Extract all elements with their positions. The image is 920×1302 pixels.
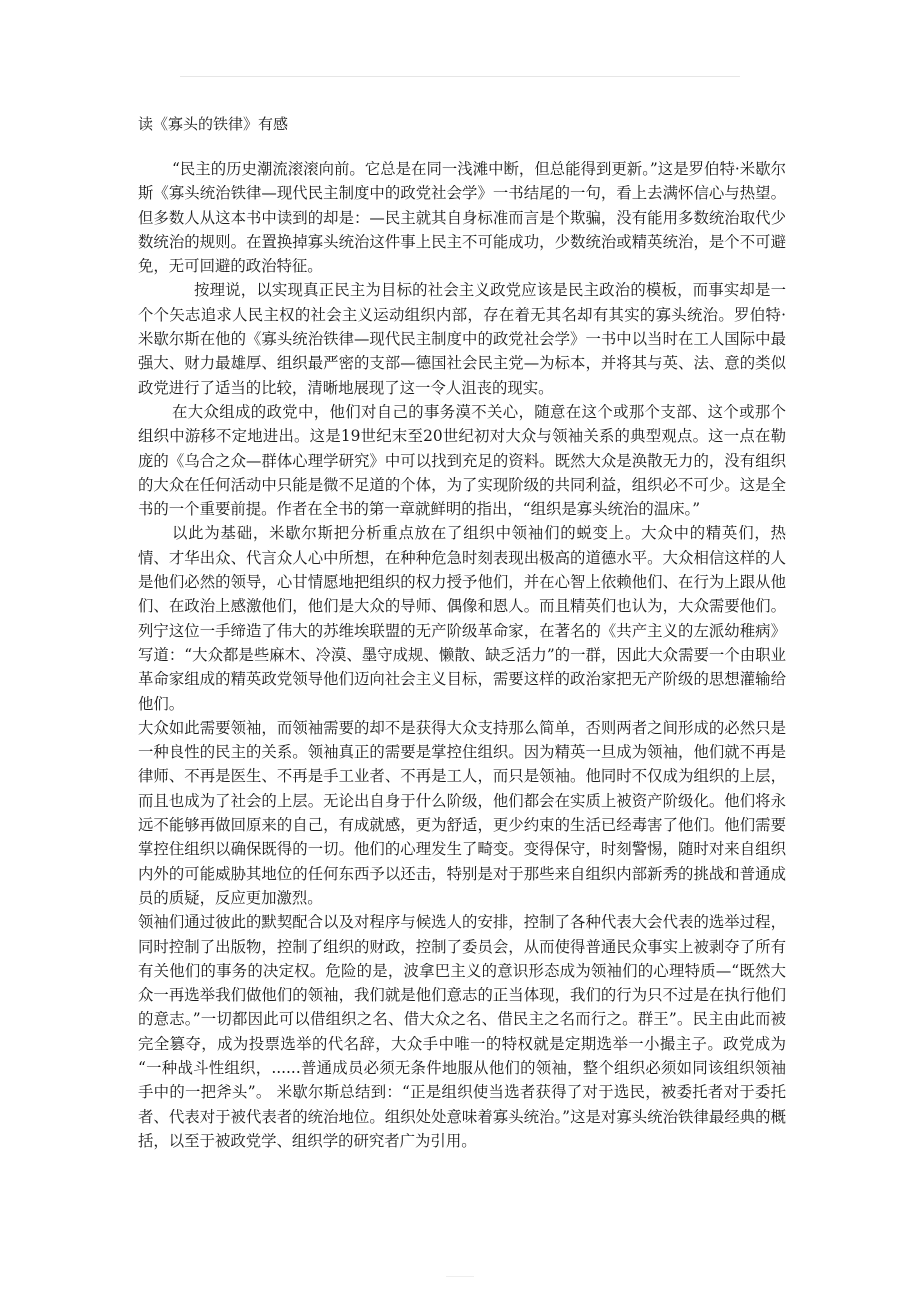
paragraph-5: 大众如此需要领袖，而领袖需要的却不是获得大众支持那么简单，否则两者之间形成的必然只是一种良性的民主的关系。领袖真正的需要是掌控住组织。因为精英一旦成为领袖，他们就不再是律师、不再是医生、不再是手工业者、不再是工人，而只是领袖。他同时不仅成为组织的上层，而且也成为了社会的上层。无论出自身于什么阶级，他们都会在实质上被资产阶级化。他们将永远不能够再做回原来的自己，有成就感，更为舒适，更少约束的生活已经毒害了他们。他们需要掌控住组织以确保既得的一切。他们的心理发生了畸变。变得保守，时刻警惕，随时对来自组织内外的可能威胁其地位的任何东西予以还击，特别是对于那些来自组织内部新秀的挑战和普通成员的质疑，反应更加激烈。 xyxy=(138,718,786,907)
footer-mark xyxy=(446,1276,474,1277)
document-title: 读《寡头的铁律》有感 xyxy=(138,115,289,133)
header-rule xyxy=(180,76,740,77)
paragraph-3: 在大众组成的政党中，他们对自己的事务漠不关心，随意在这个或那个支部、这个或那个组织中游移不定地进出。这是19世纪末至20世纪初对大众与领袖关系的典型观点。这一点在勒庞的《乌合之众—群体心理学研究》中可以找到充足的资料。既然大众是涣散无力的，没有组织的大众在任何活动中只能是微不足道的个体，为了实现阶级的共同利益，组织必不可少。这是全书的一个重要前提。作者在全书的第一章就鲜明的指出，“组织是寡头统治的温床。” xyxy=(138,402,786,519)
paragraph-6: 领袖们通过彼此的默契配合以及对程序与候选人的安排，控制了各种代表大会代表的选举过程，同时控制了出版物，控制了组织的财政，控制了委员会，从而使得普通民众事实上被剥夺了所有有关他们的事务的决定权。危险的是，波拿巴主义的意识形态成为领袖们的心理特质—“既然大众一再选举我们做他们的领袖，我们就是他们意志的正当体现，我们的行为只不过是在执行他们的意志。”一切都因此可以借组织之名、借大众之名、借民主之名而行之。群王”。民主由此而被完全篡夺，成为投票选举的代名辞，大众手中唯一的特权就是定期选举一小撮主子。政党成为 “一种战斗性组织，......普通成员必须无条件地服从他们的领袖，整个组织必须如同该组织领袖手中的一把斧头”。 米歇尔斯总结到：“正是组织使当选者获得了对于选民，被委托者对于委托者、代表对于被代表者的统治地位。组织处处意味着寡头统治。”这是对寡头统治铁律最经典的概括，以至于被政党学、组织学的研究者广为引用。 xyxy=(138,913,786,1150)
document-body xyxy=(138,157,786,1153)
paragraph-2: 按理说，以实现真正民主为目标的社会主义政党应该是民主政治的模板，而事实却是一个个矢志追求人民主权的社会主义运动组织内部，存在着无其名却有其实的寡头统治。罗伯特·米歇尔斯在他的《寡头统治铁律—现代民主制度中的政党社会学》一书中以当时在工人国际中最强大、财力最雄厚、组织最严密的支部—德国社会民主党—为标本，并将其与英、法、意的类似政党进行了适当的比较，清晰地展现了这一令人沮丧的现实。 xyxy=(138,281,786,397)
paragraph-1: “民主的历史潮流滚滚向前。它总是在同一浅滩中断，但总能得到更新。”这是罗伯特·米歇尔斯《寡头统治铁律—现代民主制度中的政党社会学》一书结尾的一句，看上去满怀信心与热望。但多数人从这本书中读到的却是：—民主就其自身标准而言是个欺骗，没有能用多数统治取代少数统治的规则。在置换掉寡头统治这件事上民主不可能成功，少数统治或精英统治，是个不可避免，无可回避的政治特征。 xyxy=(138,160,786,276)
paragraph-4: 以此为基础，米歇尔斯把分析重点放在了组织中领袖们的蜕变上。大众中的精英们，热情、才华出众、代言众人心中所想，在种种危急时刻表现出极高的道德水平。大众相信这样的人是他们必然的领导，心甘情愿地把组织的权力授予他们，并在心智上依赖他们、在行为上跟从他们、在政治上感激他们，他们是大众的导师、偶像和恩人。而且精英们也认为，大众需要他们。列宁这位一手缔造了伟大的苏维埃联盟的无产阶级革命家，在著名的《共产主义的左派幼稚病》写道：“大众都是些麻木、冷漠、墨守成规、懒散、缺乏活力”的一群，因此大众需要一个由职业革命家组成的精英政党领导他们迈向社会主义目标，需要这样的政治家把无产阶级的思想灌输给他们。 xyxy=(138,524,786,713)
